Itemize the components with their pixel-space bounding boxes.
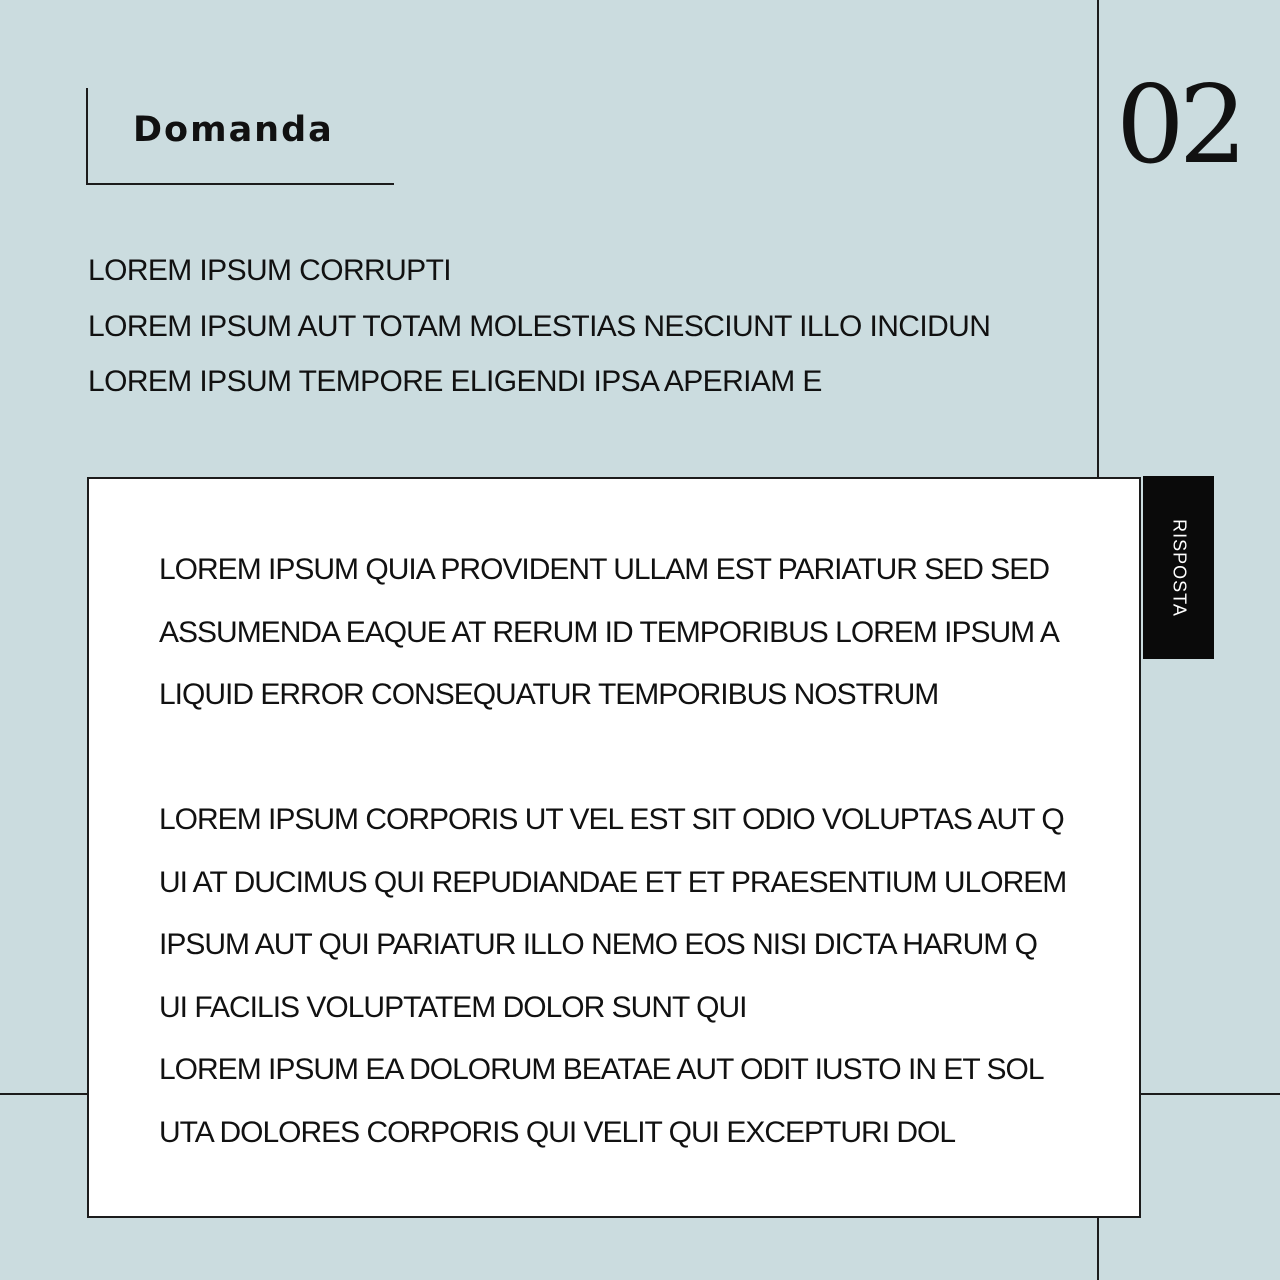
question-line: LOREM IPSUM CORRUPTI — [88, 254, 452, 287]
answer-paragraph-1-line: ASSUMENDA EAQUE AT RERUM ID TEMPORIBUS LOREM IPSUM A — [159, 615, 1059, 649]
answer-paragraph-1-line: LIQUID ERROR CONSEQUATUR TEMPORIBUS NOSTRUM — [159, 678, 939, 711]
answer-paragraph-2-line: UI AT DUCIMUS QUI REPUDIANDAE ET ET PRAESENTIUM ULOREM — [159, 865, 1067, 899]
answer-paragraph-2-line: IPSUM AUT QUI PARIATUR ILLO NEMO EOS NISI DICTA HARUM Q — [159, 928, 1037, 961]
answer-paragraph-2-line: UI FACILIS VOLUPTATEM DOLOR SUNT QUI — [159, 990, 747, 1024]
page-number: 02 — [1116, 63, 1242, 188]
answer-paragraph-2-line: UTA DOLORES CORPORIS QUI VELIT QUI EXCEPTURI DOL — [159, 1115, 956, 1149]
answer-text — [159, 539, 1099, 1164]
answer-paragraph-2-line: LOREM IPSUM EA DOLORUM BEATAE AUT ODIT IUSTO IN ET SOL — [159, 1053, 1044, 1086]
answer-paragraph-1-line: LOREM IPSUM QUIA PROVIDENT ULLAM EST PARIATUR SED SED — [159, 553, 1049, 586]
question-text — [88, 243, 1088, 410]
paragraph-spacer — [159, 727, 1099, 790]
question-line: LOREM IPSUM AUT TOTAM MOLESTIAS NESCIUNT ILLO INCIDUN — [88, 309, 991, 343]
answer-tab-label: RISPOSTA — [1169, 518, 1189, 617]
question-line: LOREM IPSUM TEMPORE ELIGENDI IPSA APERIAM E — [88, 365, 822, 398]
answer-tab — [1143, 476, 1214, 659]
answer-paragraph-2-line: LOREM IPSUM CORPORIS UT VEL EST SIT ODIO VOLUPTAS AUT Q — [159, 803, 1064, 836]
answer-card — [87, 477, 1141, 1218]
question-heading: Domanda — [133, 110, 334, 150]
